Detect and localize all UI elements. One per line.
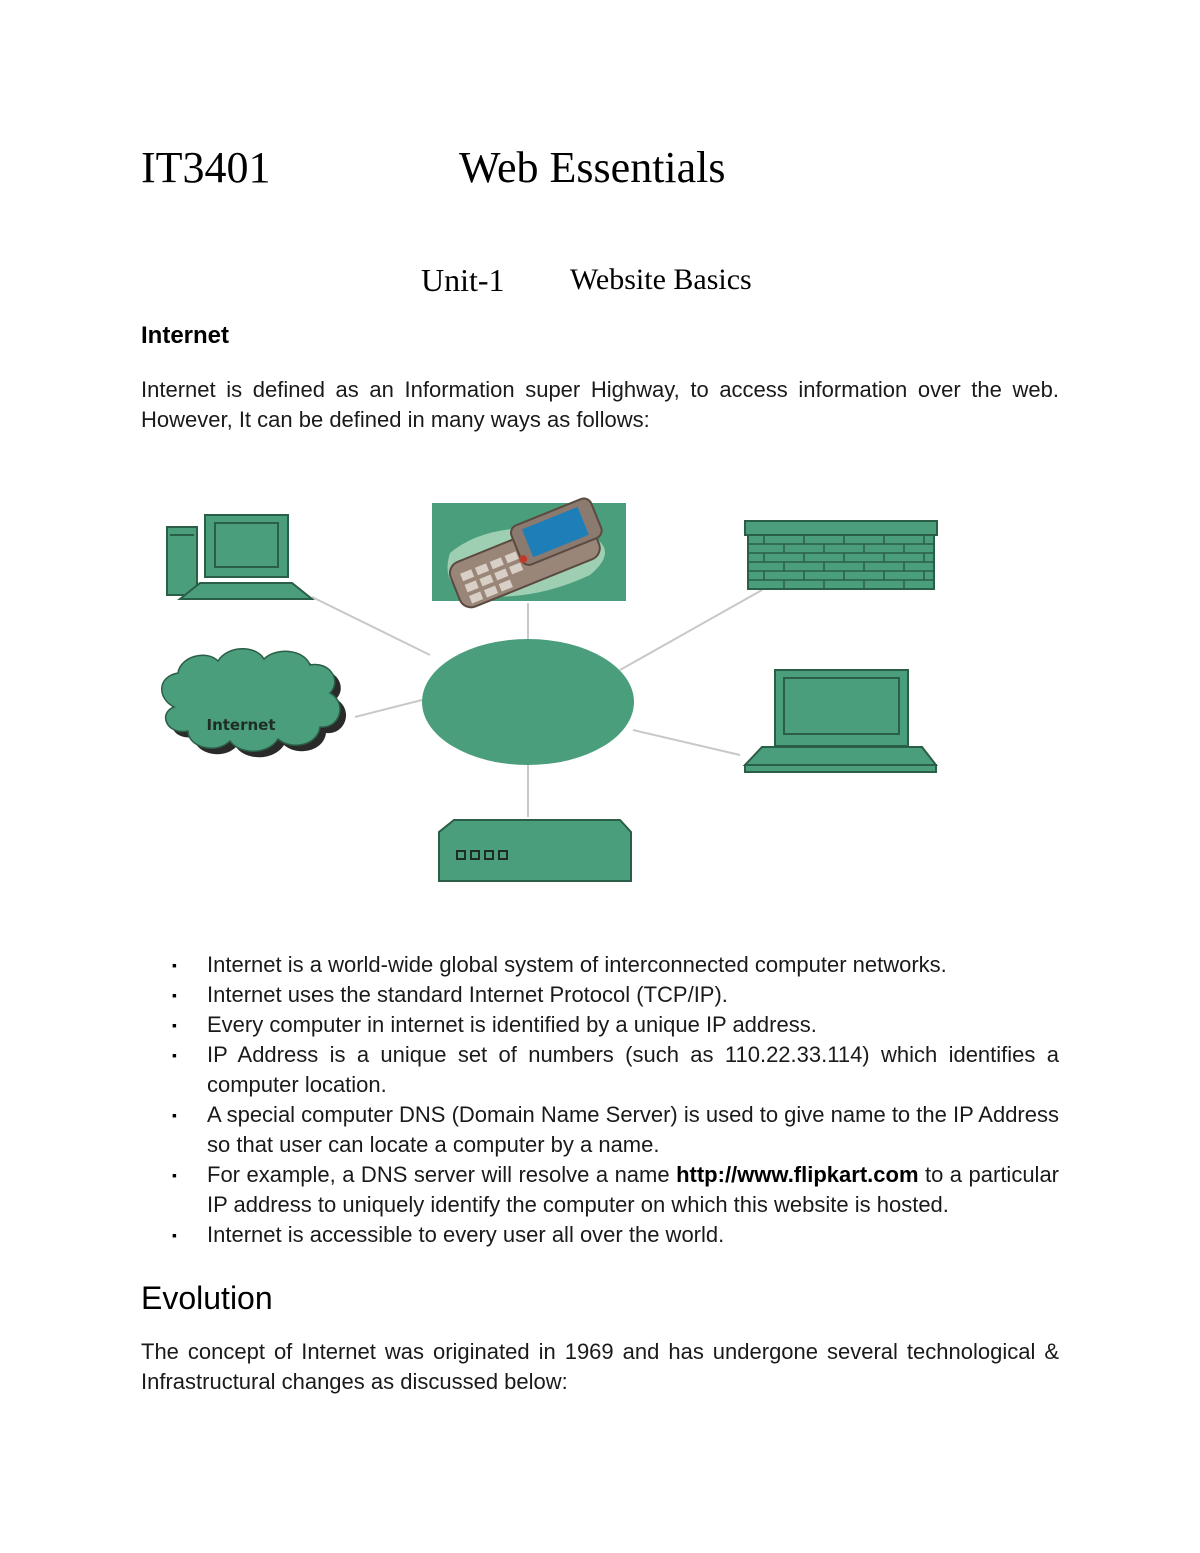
bullet-icon: ▪ — [172, 957, 177, 973]
list-item-text: Every computer in internet is identified by a unique IP address. — [207, 1012, 817, 1037]
central-hub — [422, 639, 634, 765]
list-item-text: For example, a DNS server will resolve a name — [207, 1162, 677, 1187]
list-item — [141, 1160, 1059, 1220]
list-item — [141, 1010, 1059, 1040]
list-item-text: to a particular IP address to uniquely identify the computer on which this website is hosted. — [207, 1162, 1060, 1217]
evolution-paragraph: The concept of Internet was originated in 1969 and has undergone several technological & Infrastructural changes as discussed below: — [141, 1339, 1059, 1394]
unit-title: Website Basics — [570, 263, 752, 296]
line-desktop — [312, 597, 430, 655]
list-item-text: A special computer DNS (Domain Name Server) is used to give name to the IP Address so that user can locate a computer by a name. — [207, 1102, 1059, 1157]
intro-paragraph: Internet is defined as an Information super Highway, to access information over the web. However, It can be defined in many ways as follows: — [141, 377, 1059, 432]
router-icon — [439, 820, 631, 881]
list-item-text: IP Address is a unique set of numbers (such as 110.22.33.114) which identifies a computer location. — [207, 1042, 1059, 1097]
list-item — [141, 980, 1059, 1010]
bullet-icon: ▪ — [172, 1017, 177, 1033]
network-diagram — [150, 495, 950, 890]
list-item — [141, 1040, 1059, 1100]
cloud-label: Internet — [206, 716, 276, 734]
list-item-text: Internet is a world-wide global system of interconnected computer networks. — [207, 952, 947, 977]
section-heading-internet: Internet — [141, 322, 230, 349]
flipkart-link: http://www.flipkart.com — [676, 1162, 919, 1187]
bullet-icon: ▪ — [172, 1047, 177, 1063]
list-item-text: Internet is accessible to every user all over the world. — [207, 1222, 725, 1247]
list-item-text: Internet uses the standard Internet Protocol (TCP/IP). — [207, 982, 728, 1007]
internet-facts-list — [141, 950, 1059, 1250]
firewall-icon — [745, 521, 937, 589]
cloud-icon — [162, 649, 346, 758]
bullet-icon: ▪ — [172, 1107, 177, 1123]
list-item — [141, 1220, 1059, 1250]
line-cloud — [355, 700, 422, 717]
bullet-icon: ▪ — [172, 1227, 177, 1243]
course-code: IT3401 — [141, 143, 271, 192]
line-firewall — [620, 590, 762, 670]
bullet-icon: ▪ — [172, 1167, 177, 1183]
unit-label: Unit-1 — [421, 262, 505, 298]
course-title: Web Essentials — [459, 143, 726, 192]
line-laptop — [633, 730, 740, 755]
list-item — [141, 950, 1059, 980]
bullet-icon: ▪ — [172, 987, 177, 1003]
desktop-computer-icon — [167, 515, 312, 599]
section-heading-evolution: Evolution — [141, 1280, 273, 1316]
list-item — [141, 1100, 1059, 1160]
laptop-icon — [745, 670, 936, 772]
mobile-phone-icon — [432, 496, 626, 611]
